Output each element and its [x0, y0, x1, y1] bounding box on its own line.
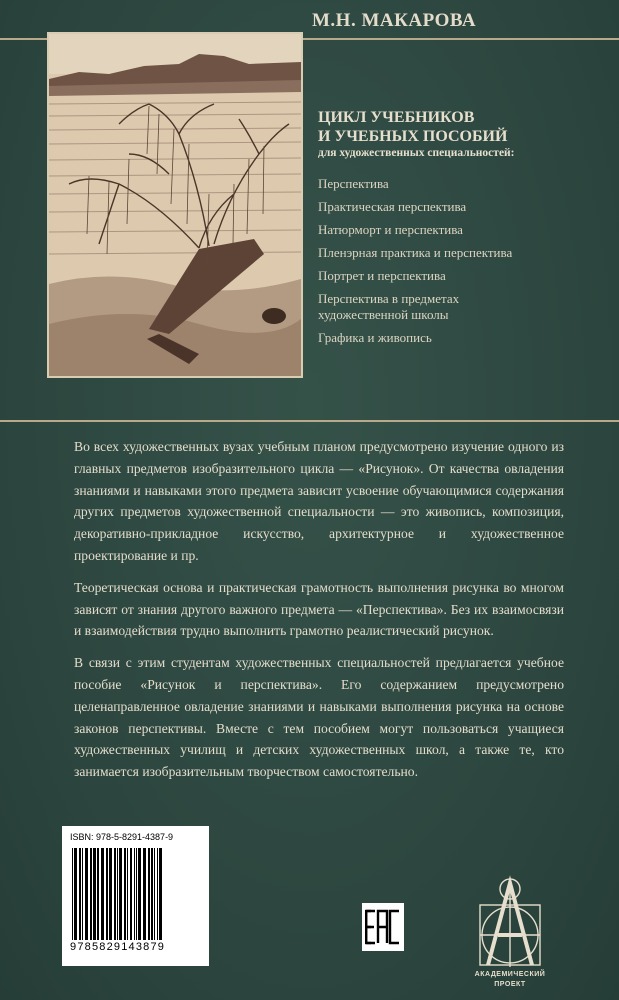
publisher-name [464, 970, 556, 990]
series-title-line-2: И УЧЕБНЫХ ПОСОБИЙ [318, 128, 508, 145]
cover-illustration [47, 32, 303, 378]
publisher-name-line-2: ПРОЕКТ [494, 981, 526, 988]
barcode-panel [62, 826, 209, 966]
publisher-name-line-1: АКАДЕМИЧЕСКИЙ [474, 971, 546, 978]
series-book-item: Портрет и перспектива [318, 268, 446, 283]
barcode-icon [70, 848, 201, 940]
bottom-divider-line [0, 420, 619, 422]
eac-mark-icon [365, 907, 401, 947]
series-book-item: Графика и живопись [318, 330, 432, 345]
series-book-item: Практическая перспектива [318, 199, 467, 214]
author-name: М.Н. МАКАРОВА [312, 10, 477, 31]
publisher-logo [470, 875, 550, 985]
series-title [318, 108, 608, 146]
description-paragraph: В связи с этим студентам художественных специальностей предлагается учебное пособие «Рисунок и перспектива». Его содержанием предусмотрено целенаправленное овладение знаниями и навыками выполнения рисунка на основе законов перспективы. Вместе с тем пособием могут пользоваться учащиеся художественных училищ и детских художественных школ, а также те, кто занимается изобразительным творчеством самостоятельно. [74, 655, 564, 780]
series-book-item: Натюрморт и перспектива [318, 222, 463, 237]
book-description [74, 436, 564, 793]
series-book-list [318, 176, 608, 353]
barcode-digits: 9785829143879 [70, 941, 166, 953]
series-title-line-1: ЦИКЛ УЧЕБНИКОВ [318, 109, 475, 126]
publisher-logo-icon [470, 875, 550, 970]
series-book-item: Перспектива в предметах художественной школы [318, 291, 460, 322]
description-paragraph: Теоретическая основа и практическая грамотность выполнения рисунка во многом зависят от знания другого важного предмета — «Перспектива». Без их взаимосвязи и взаимодействия трудно выполнить грамотно реалистический рисунок. [74, 579, 564, 639]
series-book-item: Перспектива [318, 176, 389, 191]
series-book-item: Пленэрная практика и перспектива [318, 245, 513, 260]
eac-certification-mark [362, 903, 404, 951]
series-subtitle: для художественных специальностей: [318, 147, 515, 159]
isbn-label: ISBN: 978-5-8291-4387-9 [70, 832, 174, 842]
description-paragraph: Во всех художественных вузах учебным планом предусмотрено изучение одного из главных предметов изобразительного цикла — «Рисунок». От качества овладения знаниями и навыками этого предмета зависит усвоение обучающимися содержания других предметов художественной специальности — это живопись, композиция, декоративно-прикладное искусство, архитектурное и художественное проектирование и пр. [74, 439, 564, 563]
